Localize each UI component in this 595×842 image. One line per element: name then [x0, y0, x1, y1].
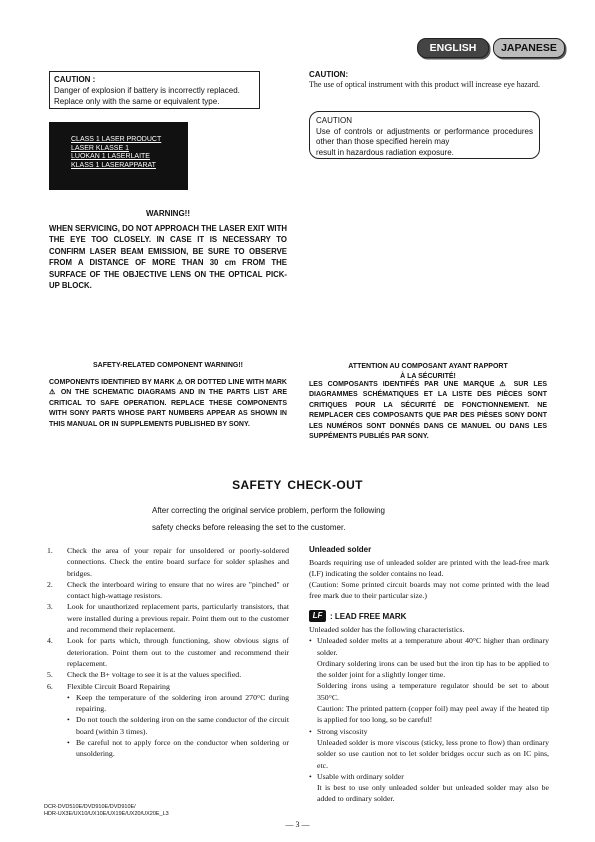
list-item — [47, 545, 289, 579]
language-tabs — [417, 38, 567, 58]
model-number — [44, 804, 169, 818]
controls-caution-heading: CAUTION — [316, 116, 352, 125]
caution-heading: CAUTION : — [54, 75, 96, 84]
list-item — [47, 669, 289, 680]
list-item-number: 5. — [47, 670, 53, 680]
laser-label-line: CLASS 1 LASER PRODUCT — [71, 136, 162, 143]
bullet-paragraph: It is best to use only unleaded solder but unleaded solder may also be added to ordinary solder. — [317, 783, 549, 804]
sub-list-item-text: Keep the temperature of the soldering iron around 270°C during repairing. — [76, 692, 289, 714]
bullet-icon: • — [67, 715, 70, 725]
list-item — [309, 771, 549, 782]
safety-checkout-intro — [152, 502, 452, 536]
safety-checkout-title: SAFETY CHECK-OUT — [232, 478, 363, 492]
safety-component-title: SAFETY-RELATED COMPONENT WARNING!! — [93, 362, 243, 369]
list-item-number: 6. — [47, 681, 53, 691]
bullet-icon: • — [309, 771, 312, 781]
list-item-number: 4. — [47, 636, 53, 646]
battery-caution-box — [49, 71, 260, 109]
unleaded-paragraph-2: (Caution: Some printed circuit boards may not come printed with the lead free mark due to their particular size.) — [309, 580, 549, 600]
tab-japanese[interactable]: JAPANESE — [493, 38, 565, 58]
attention-title-line-2: À LA SÉCURITÉ! — [400, 373, 456, 380]
bullet-text: Strong viscosity — [317, 726, 368, 736]
sub-list-item — [47, 692, 289, 715]
model-line-2: HDR-UX3E/UX10/UX10E/UX19E/UX20/UX20E_L3 — [44, 811, 169, 817]
list-item-number: 1. — [47, 546, 53, 555]
list-item — [47, 601, 289, 635]
bullet-text: Usable with ordinary solder — [317, 771, 404, 781]
list-item — [47, 681, 289, 692]
list-item — [309, 635, 549, 658]
laser-product-label — [49, 122, 188, 190]
controls-caution-last-line: result in hazardous radiation exposure. — [316, 147, 454, 157]
list-item-number: 3. — [47, 602, 53, 612]
lead-free-body — [309, 624, 549, 805]
sub-list-item — [47, 737, 289, 760]
intro-line-1: After correcting the original service problem, perform the following — [152, 506, 385, 515]
unleaded-paragraph-1: Boards requiring use of unleaded solder are printed with the lead-free mark (LF) indicating the solder contains no lead. — [309, 558, 549, 578]
lead-free-title: : LEAD FREE MARK — [330, 611, 407, 621]
laser-label-line: KLASS 1 LASERAPPARAT — [71, 161, 156, 169]
laser-label-line: LUOKAN 1 LASERLAITE — [71, 153, 150, 161]
safety-checklist — [47, 545, 289, 760]
sub-list-item — [47, 714, 289, 737]
bullet-icon: • — [67, 692, 70, 702]
bullet-icon: • — [309, 636, 312, 646]
bullet-icon: • — [67, 738, 70, 748]
sub-list-item-text: Be careful not to apply force on the conductor when soldering or unsoldering. — [76, 738, 289, 759]
bullet-paragraph: Soldering irons using a temperature regulator should be set to about 350°C. — [317, 681, 549, 702]
list-item-number: 2. — [47, 579, 53, 589]
intro-line-2: safety checks before releasing the set to the customer. — [152, 523, 346, 532]
list-item-text: Check the area of your repair for unsoldered or poorly-soldered connections. Check the entire board surface for solder splashes and bridges. — [67, 546, 289, 578]
list-item-text: Look for parts which, through functioning, show obvious signs of deterioration. Point them out to the customer and recommend their replacement. — [67, 636, 289, 668]
laser-label-line: LASER KLASSE 1 — [71, 144, 129, 152]
bullet-paragraph: Ordinary soldering irons can be used but the iron tip has to be applied to the solder joint for a slightly longer time. — [317, 658, 549, 680]
attention-body: LES COMPOSANTS IDENTIFÉS PAR UNE MARQUE ⚠ SUR LES DIAGRAMMES SCHÉMATIQUES ET LA LISTE DES PIÈCES SONT CRITIQUES POUR LA SÉCURITÉ DE FONCTIONNEMENT. NE REMPLACER CES COMPOSANTS QUE PAR DES PIÈSES SONY DONT LES NUMÉROS SONT DONNÉS DANS CE MANUEL OU DANS LES SUPPÉMENTS PUBLIÉS PAR SONY. — [309, 381, 547, 441]
attention-title-line-1: ATTENTION AU COMPOSANT AYANT RAPPORT — [348, 363, 508, 370]
attention-title — [309, 362, 547, 382]
page-number: — 3 — — [285, 820, 310, 829]
controls-caution-text: Use of controls or adjustments or performance procedures other than those specified herein may — [316, 126, 533, 146]
list-item — [47, 579, 289, 602]
list-item-text: Flexible Circuit Board Repairing — [67, 681, 170, 691]
optical-caution-text: The use of optical instrument with this product will increase eye hazard. — [309, 80, 541, 89]
list-item — [309, 726, 549, 737]
bullet-paragraph: Unleaded solder is more viscous (sticky, less prone to flow) than ordinary solder so use caution not to let solder bridges occur such as on IC pins, etc. — [317, 737, 549, 770]
bullet-paragraph: Caution: The printed pattern (copper foil) may peel away if the heated tip is applied for too long, so be careful! — [317, 704, 549, 725]
lead-free-icon: LF — [309, 610, 326, 622]
bullet-text: Unleaded solder melts at a temperature about 40°C higher than ordinary solder. — [317, 636, 549, 657]
unleaded-solder-body — [309, 557, 549, 601]
optical-caution-heading: CAUTION: — [309, 70, 349, 79]
list-item-text: Check the B+ voltage to see it is at the values specified. — [67, 670, 242, 680]
unleaded-solder-title: Unleaded solder — [309, 545, 372, 554]
model-line-1: DCR-DVD510E/DVD910E/DVD910E/ — [44, 804, 136, 810]
list-item-text: Check the interboard wiring to ensure that no wires are "pinched" or contact high-wattage resistors. — [67, 579, 289, 601]
warning-body: WHEN SERVICING, DO NOT APPROACH THE LASER EXIT WITH THE EYE TOO CLOSELY. IN CASE IT IS NECESSARY TO CONFIRM LASER BEAM EMISSION, BE SURE TO OBSERVE FROM A DISTANCE OF MORE THAN 30 cm FROM THE SURFACE OF THE OBJECTIVE LENS ON THE OPTICAL PICK-UP BLOCK. — [49, 224, 287, 291]
lead-free-mark-heading — [309, 609, 406, 623]
bullet-icon: • — [309, 726, 312, 736]
caution-line-1: Danger of explosion if battery is incorrectly replaced. — [54, 86, 240, 95]
sub-list-item-text: Do not touch the soldering iron on the same conductor of the circuit board (within 3 times). — [76, 715, 289, 736]
controls-caution-box — [309, 111, 540, 159]
list-item-text: Look for unauthorized replacement parts, particularly transistors, that were installed during a previous repair. Point them out to the customer and recommend their replacement. — [67, 602, 289, 635]
list-item — [47, 635, 289, 669]
tab-english[interactable]: ENGLISH — [417, 38, 489, 58]
warning-title: WARNING!! — [146, 209, 190, 218]
safety-component-body: COMPONENTS IDENTIFIED BY MARK ⚠ OR DOTTED LINE WITH MARK ⚠ ON THE SCHEMATIC DIAGRAMS AND IN THE PARTS LIST ARE CRITICAL TO SAFE OPERATION. REPLACE THESE COMPONENTS WITH SONY PARTS WHOSE PART NUMBERS APPEAR AS SHOWN IN THIS MANUAL OR IN SUPPLEMENTS PUBLISHED BY SONY. — [49, 379, 287, 428]
caution-line-2: Replace only with the same or equivalent type. — [54, 97, 220, 106]
lead-free-intro: Unleaded solder has the following characteristics. — [309, 625, 465, 634]
